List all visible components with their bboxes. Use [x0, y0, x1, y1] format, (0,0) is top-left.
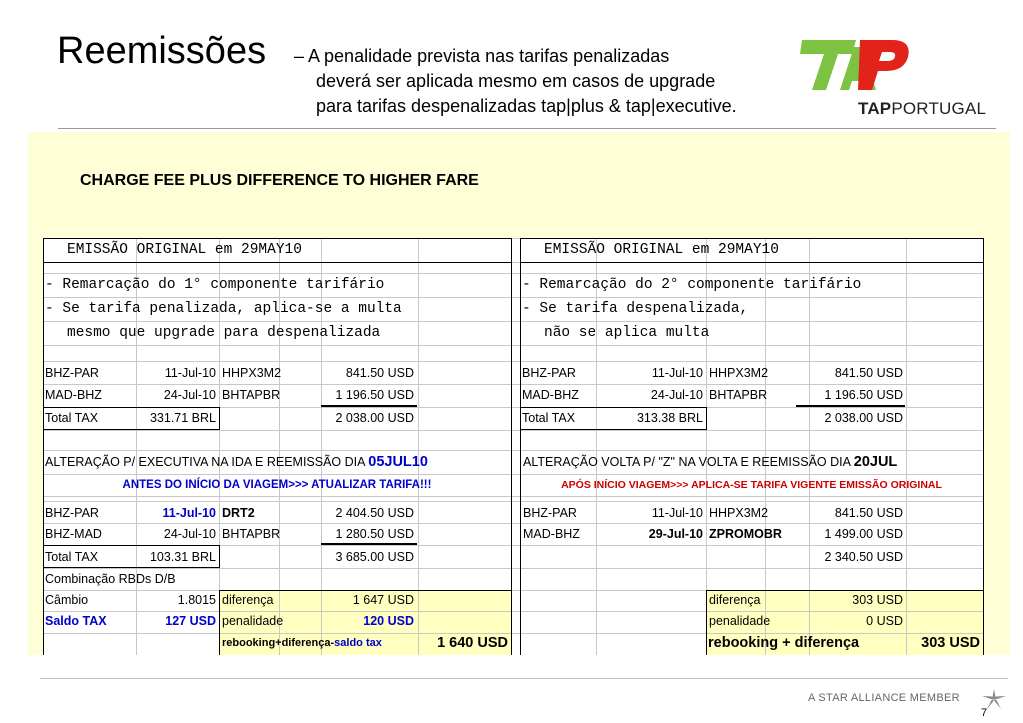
left-new-total-tax: 103.31 BRL: [149, 550, 216, 564]
right-rule-line: não se aplica multa: [544, 325, 710, 341]
right-table-border: [983, 238, 984, 655]
table-cell-date: 24-Jul-10: [163, 388, 216, 402]
right-change-line: [523, 452, 897, 472]
left-result-label-a: rebooking+diferença-: [222, 637, 335, 649]
total-tax-box: [520, 429, 706, 430]
left-title-underline: [43, 262, 511, 263]
total-tax-box: [43, 429, 219, 430]
table-cell-route: BHZ-PAR: [522, 366, 576, 380]
table-cell-fare: BHTAPBR: [222, 388, 281, 402]
page-subtitle: [294, 44, 737, 119]
left-result-label: [222, 633, 382, 653]
left-note: ANTES DO INÍCIO DA VIAGEM>>> ATUALIZAR TARIFA!!!: [122, 479, 432, 491]
table-cell-route: MAD-BHZ: [522, 388, 579, 402]
left-saldo: 127 USD: [165, 614, 216, 628]
grid-col-line: [906, 238, 907, 675]
table-cell-route: BHZ-MAD: [45, 527, 102, 541]
right-diferenca: 303 USD: [852, 593, 903, 607]
right-table-border: [520, 238, 983, 239]
table-cell-date: 11-Jul-10: [651, 366, 703, 380]
left-change-text: ALTERAÇÃO P/ EXECUTIVA NA IDA E REEMISSÃO DIA: [45, 455, 365, 469]
header-divider: [58, 128, 996, 129]
grid-row-line: [43, 345, 983, 346]
right-table-border: [520, 238, 521, 655]
left-change-line: [45, 452, 428, 472]
grid-row-line: [43, 501, 983, 502]
left-new-total-label: Total TAX: [45, 550, 99, 564]
table-cell-amount: 1 196.50 USD: [824, 388, 903, 402]
table-cell-amount: 1 280.50 USD: [335, 527, 414, 541]
left-cambio-label: Câmbio: [45, 593, 89, 607]
right-title-underline: [520, 262, 983, 263]
table-cell-date: 24-Jul-10: [650, 388, 703, 402]
table-cell-route: MAD-BHZ: [45, 388, 102, 402]
table-cell-amount: 841.50 USD: [345, 366, 414, 380]
table-cell-date: 11-Jul-10: [164, 366, 216, 380]
left-cambio: 1.8015: [177, 593, 216, 607]
subtitle-line-3: para tarifas despenalizadas tap|plus & tap|executive.: [316, 96, 737, 116]
table-cell-route: BHZ-PAR: [523, 506, 577, 520]
grid-row-line: [43, 496, 983, 497]
right-penalidade: 0 USD: [866, 614, 903, 628]
left-table-border: [43, 238, 44, 655]
page-title: Reemissões: [57, 30, 267, 72]
table-cell-amount: 1 499.00 USD: [824, 527, 903, 541]
left-result-label-b: saldo tax: [334, 637, 382, 649]
right-total-tax: 313.38 BRL: [636, 411, 703, 425]
right-note: APÓS INÍCIO VIAGEM>>> APLICA-SE TARIFA VIGENTE EMISSÃO ORIGINAL: [561, 479, 942, 491]
subtitle-line-1: – A penalidade prevista nas tarifas penalizadas: [294, 46, 670, 66]
page-number: 7: [981, 707, 988, 719]
left-rule-line: - Remarcação do 1° componente tarifário: [45, 277, 385, 293]
left-penalidade-label: penalidade: [222, 614, 284, 628]
table-cell-date: 29-Jul-10: [648, 527, 703, 541]
right-penalidade-label: penalidade: [709, 614, 771, 628]
total-tax-box: [706, 407, 707, 430]
left-table-border: [43, 238, 511, 239]
left-result: 1 640 USD: [437, 635, 508, 651]
left-change-date: 05JUL10: [368, 454, 428, 470]
left-new-total-amount: 3 685.00 USD: [335, 550, 414, 564]
left-total-amount: 2 038.00 USD: [335, 411, 414, 425]
logo-text-rest: PORTUGAL: [891, 99, 987, 118]
table-cell-fare: HHPX3M2: [709, 366, 769, 380]
right-change-text: ALTERAÇÃO VOLTA P/ "Z" NA VOLTA E REEMISSÃO DIA: [523, 455, 851, 469]
left-diferenca: 1 647 USD: [352, 593, 414, 607]
right-issue-title: EMISSÃO ORIGINAL em 29MAY10: [544, 242, 779, 258]
grid-row-line: [43, 450, 983, 451]
left-penalidade: 120 USD: [363, 614, 414, 628]
result-box-border: [706, 590, 707, 655]
table-cell-fare: HHPX3M2: [222, 366, 282, 380]
grid-row-line: [43, 361, 983, 362]
footer-divider: [40, 678, 1008, 679]
table-cell-fare: BHTAPBR: [709, 388, 768, 402]
right-change-date: 20JUL: [853, 454, 898, 470]
table-cell-amount: 841.50 USD: [834, 366, 903, 380]
left-rule-line: mesmo que upgrade para despenalizada: [67, 325, 381, 341]
sum-underline: [321, 405, 417, 407]
footer-band: [28, 655, 1010, 723]
right-diferenca-label: diferença: [709, 593, 761, 607]
table-cell-route: BHZ-PAR: [45, 366, 99, 380]
left-saldo-label: Saldo TAX: [45, 614, 107, 628]
right-result-label: rebooking + diferença: [708, 635, 860, 651]
right-rule-line: - Se tarifa despenalizada,: [522, 301, 749, 317]
result-box-border: [219, 590, 220, 655]
tap-logo-icon: [800, 37, 912, 93]
sum-underline: [796, 405, 905, 407]
tap-logo-text: [858, 99, 986, 119]
table-cell-fare: DRT2: [222, 506, 255, 520]
table-cell-fare: BHTAPBR: [222, 527, 281, 541]
table-cell-route: BHZ-PAR: [45, 506, 99, 520]
grid-row-line: [43, 568, 983, 569]
left-combination: Combinação RBDs D/B: [45, 572, 176, 586]
table-cell-amount: 2 404.50 USD: [335, 506, 414, 520]
grid-row-line: [43, 273, 983, 274]
left-table-border: [511, 238, 512, 655]
table-cell-amount: 841.50 USD: [834, 506, 903, 520]
table-cell-date: 11-Jul-10: [651, 506, 703, 520]
section-heading: CHARGE FEE PLUS DIFFERENCE TO HIGHER FARE: [80, 172, 479, 189]
table-cell-fare: HHPX3M2: [709, 506, 769, 520]
right-result: 303 USD: [921, 635, 980, 651]
star-alliance-text: A STAR ALLIANCE MEMBER: [808, 692, 960, 704]
right-rule-line: - Remarcação do 2° componente tarifário: [522, 277, 862, 293]
total-tax-box: [43, 567, 219, 568]
left-diferenca-label: diferença: [222, 593, 274, 607]
table-cell-amount: 1 196.50 USD: [335, 388, 414, 402]
right-total-amount: 2 038.00 USD: [824, 411, 903, 425]
table-cell-date: 24-Jul-10: [163, 527, 216, 541]
table-cell-date: 11-Jul-10: [162, 506, 216, 520]
left-rule-line: - Se tarifa penalizada, aplica-se a multa: [45, 301, 402, 317]
table-cell-route: MAD-BHZ: [523, 527, 580, 541]
right-new-total-amount: 2 340.50 USD: [824, 550, 903, 564]
subtitle-line-2: deverá ser aplicada mesmo em casos de upgrade: [316, 71, 716, 91]
left-total-label: Total TAX: [45, 411, 99, 425]
total-tax-box: [219, 407, 220, 430]
grid-row-line: [43, 321, 983, 322]
total-tax-box: [219, 545, 220, 568]
left-issue-title: EMISSÃO ORIGINAL em 29MAY10: [67, 242, 302, 258]
grid-row-line: [43, 430, 983, 431]
logo-text-bold: TAP: [858, 99, 892, 118]
grid-row-line: [43, 297, 983, 298]
total-tax-box: [43, 545, 219, 546]
left-total-tax: 331.71 BRL: [149, 411, 216, 425]
right-total-label: Total TAX: [522, 411, 576, 425]
table-cell-fare: ZPROMOBR: [709, 527, 782, 541]
